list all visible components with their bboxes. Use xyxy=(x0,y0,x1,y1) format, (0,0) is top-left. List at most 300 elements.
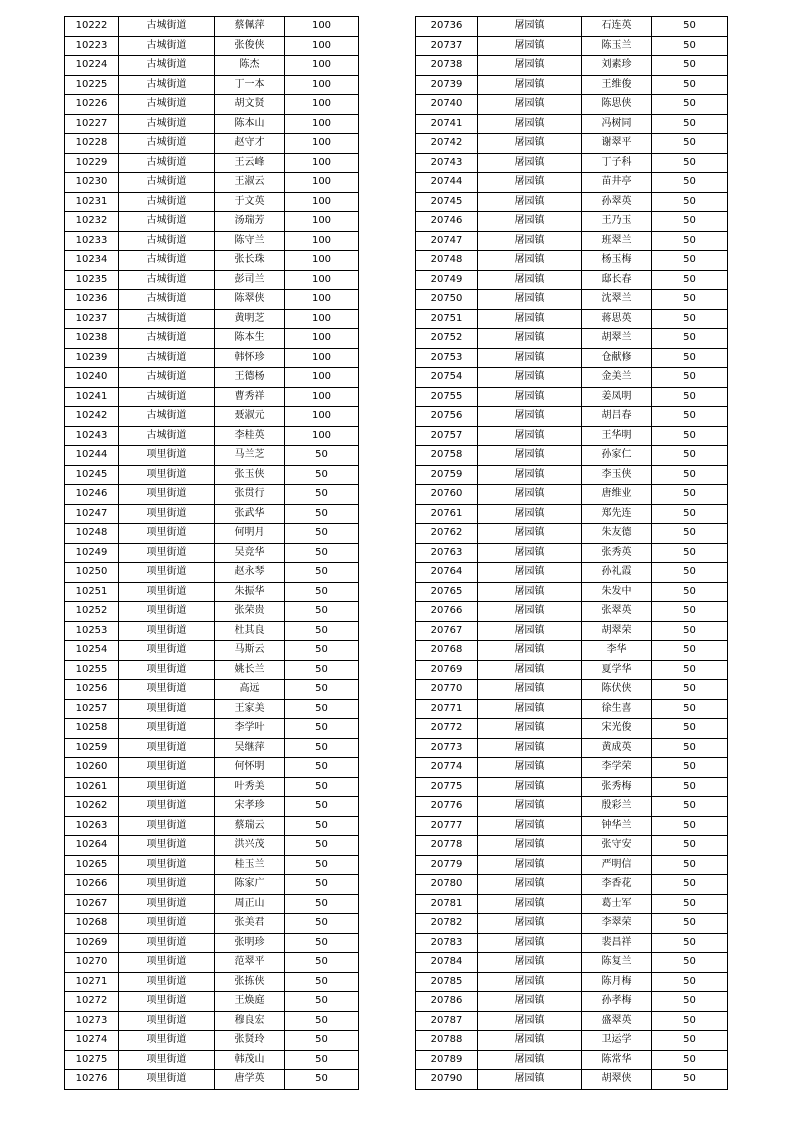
table-row xyxy=(65,894,359,914)
name-cell: 苗井亭 xyxy=(582,173,652,193)
id-cell: 20759 xyxy=(416,465,478,485)
name-cell: 孙孝梅 xyxy=(582,992,652,1012)
name-cell: 陈复兰 xyxy=(582,953,652,973)
id-cell: 10271 xyxy=(65,972,119,992)
table-row xyxy=(65,972,359,992)
table-row xyxy=(416,738,728,758)
name-cell: 张翠英 xyxy=(582,602,652,622)
table-row xyxy=(65,387,359,407)
id-cell: 10250 xyxy=(65,563,119,583)
id-cell: 20780 xyxy=(416,875,478,895)
district-cell: 项里街道 xyxy=(119,797,215,817)
amount-cell: 50 xyxy=(652,953,728,973)
name-cell: 高远 xyxy=(215,680,285,700)
district-cell: 古城街道 xyxy=(119,329,215,349)
id-cell: 10272 xyxy=(65,992,119,1012)
id-cell: 10266 xyxy=(65,875,119,895)
id-cell: 10265 xyxy=(65,855,119,875)
district-cell: 屠园镇 xyxy=(478,36,582,56)
amount-cell: 50 xyxy=(285,875,359,895)
amount-cell: 50 xyxy=(285,660,359,680)
amount-cell: 100 xyxy=(285,173,359,193)
amount-cell: 50 xyxy=(285,972,359,992)
name-cell: 张明珍 xyxy=(215,933,285,953)
id-cell: 20754 xyxy=(416,368,478,388)
id-cell: 20774 xyxy=(416,758,478,778)
district-cell: 项里街道 xyxy=(119,972,215,992)
name-cell: 冯树同 xyxy=(582,114,652,134)
name-cell: 张贤玲 xyxy=(215,1031,285,1051)
id-cell: 20756 xyxy=(416,407,478,427)
district-cell: 屠园镇 xyxy=(478,680,582,700)
id-cell: 10260 xyxy=(65,758,119,778)
table-row xyxy=(416,836,728,856)
table-row xyxy=(65,17,359,37)
amount-cell: 50 xyxy=(652,212,728,232)
district-cell: 屠园镇 xyxy=(478,485,582,505)
table-row xyxy=(65,758,359,778)
name-cell: 马斯云 xyxy=(215,641,285,661)
amount-cell: 50 xyxy=(652,348,728,368)
name-cell: 蔡佩萍 xyxy=(215,17,285,37)
amount-cell: 50 xyxy=(285,816,359,836)
amount-cell: 50 xyxy=(652,290,728,310)
table-row xyxy=(416,504,728,524)
id-cell: 20750 xyxy=(416,290,478,310)
name-cell: 宋光俊 xyxy=(582,719,652,739)
id-cell: 10270 xyxy=(65,953,119,973)
district-cell: 项里街道 xyxy=(119,1011,215,1031)
amount-cell: 50 xyxy=(652,251,728,271)
id-cell: 20762 xyxy=(416,524,478,544)
district-cell: 古城街道 xyxy=(119,426,215,446)
right-table-body xyxy=(416,17,728,1090)
table-row xyxy=(65,992,359,1012)
table-row xyxy=(416,56,728,76)
table-row xyxy=(416,95,728,115)
district-cell: 屠园镇 xyxy=(478,797,582,817)
id-cell: 20742 xyxy=(416,134,478,154)
table-row xyxy=(65,426,359,446)
amount-cell: 50 xyxy=(652,173,728,193)
district-cell: 屠园镇 xyxy=(478,660,582,680)
id-cell: 10224 xyxy=(65,56,119,76)
district-cell: 古城街道 xyxy=(119,75,215,95)
district-cell: 屠园镇 xyxy=(478,836,582,856)
name-cell: 于文英 xyxy=(215,192,285,212)
id-cell: 10275 xyxy=(65,1050,119,1070)
amount-cell: 50 xyxy=(652,621,728,641)
amount-cell: 100 xyxy=(285,251,359,271)
table-row xyxy=(65,36,359,56)
amount-cell: 50 xyxy=(285,719,359,739)
name-cell: 吴继萍 xyxy=(215,738,285,758)
table-row xyxy=(65,641,359,661)
name-cell: 陈翠侠 xyxy=(215,290,285,310)
name-cell: 胡翠兰 xyxy=(582,329,652,349)
name-cell: 丁子科 xyxy=(582,153,652,173)
amount-cell: 50 xyxy=(652,699,728,719)
id-cell: 20748 xyxy=(416,251,478,271)
district-cell: 项里街道 xyxy=(119,836,215,856)
id-cell: 10243 xyxy=(65,426,119,446)
amount-cell: 100 xyxy=(285,329,359,349)
id-cell: 20763 xyxy=(416,543,478,563)
name-cell: 宋孝珍 xyxy=(215,797,285,817)
district-cell: 屠园镇 xyxy=(478,875,582,895)
district-cell: 屠园镇 xyxy=(478,1011,582,1031)
name-cell: 李学荣 xyxy=(582,758,652,778)
id-cell: 10227 xyxy=(65,114,119,134)
amount-cell: 50 xyxy=(285,446,359,466)
name-cell: 李学叶 xyxy=(215,719,285,739)
table-row xyxy=(416,816,728,836)
id-cell: 10247 xyxy=(65,504,119,524)
name-cell: 叶秀美 xyxy=(215,777,285,797)
name-cell: 蒋思英 xyxy=(582,309,652,329)
amount-cell: 50 xyxy=(652,914,728,934)
district-cell: 项里街道 xyxy=(119,894,215,914)
name-cell: 陈伏侠 xyxy=(582,680,652,700)
district-cell: 屠园镇 xyxy=(478,602,582,622)
district-cell: 项里街道 xyxy=(119,1031,215,1051)
id-cell: 20786 xyxy=(416,992,478,1012)
id-cell: 20747 xyxy=(416,231,478,251)
table-row xyxy=(416,114,728,134)
district-cell: 屠园镇 xyxy=(478,855,582,875)
amount-cell: 50 xyxy=(652,446,728,466)
district-cell: 项里街道 xyxy=(119,914,215,934)
district-cell: 项里街道 xyxy=(119,504,215,524)
district-cell: 古城街道 xyxy=(119,114,215,134)
district-cell: 古城街道 xyxy=(119,387,215,407)
amount-cell: 50 xyxy=(652,465,728,485)
name-cell: 张秀梅 xyxy=(582,777,652,797)
amount-cell: 100 xyxy=(285,56,359,76)
name-cell: 胡翠荣 xyxy=(582,621,652,641)
id-cell: 10256 xyxy=(65,680,119,700)
name-cell: 聂淑元 xyxy=(215,407,285,427)
id-cell: 10274 xyxy=(65,1031,119,1051)
amount-cell: 50 xyxy=(652,933,728,953)
amount-cell: 100 xyxy=(285,75,359,95)
district-cell: 屠园镇 xyxy=(478,504,582,524)
amount-cell: 50 xyxy=(652,270,728,290)
name-cell: 卫运学 xyxy=(582,1031,652,1051)
name-cell: 陈杰 xyxy=(215,56,285,76)
amount-cell: 50 xyxy=(652,602,728,622)
table-row xyxy=(416,641,728,661)
district-cell: 屠园镇 xyxy=(478,192,582,212)
district-cell: 项里街道 xyxy=(119,641,215,661)
amount-cell: 50 xyxy=(652,758,728,778)
name-cell: 严明信 xyxy=(582,855,652,875)
amount-cell: 50 xyxy=(285,953,359,973)
amount-cell: 50 xyxy=(285,680,359,700)
id-cell: 10253 xyxy=(65,621,119,641)
id-cell: 20785 xyxy=(416,972,478,992)
name-cell: 姜凤明 xyxy=(582,387,652,407)
id-cell: 10264 xyxy=(65,836,119,856)
amount-cell: 50 xyxy=(285,602,359,622)
district-cell: 屠园镇 xyxy=(478,465,582,485)
district-cell: 项里街道 xyxy=(119,485,215,505)
amount-cell: 50 xyxy=(652,1070,728,1090)
id-cell: 20783 xyxy=(416,933,478,953)
id-cell: 20753 xyxy=(416,348,478,368)
district-cell: 项里街道 xyxy=(119,855,215,875)
district-cell: 屠园镇 xyxy=(478,212,582,232)
amount-cell: 50 xyxy=(652,582,728,602)
amount-cell: 50 xyxy=(652,134,728,154)
table-row xyxy=(65,270,359,290)
table-row xyxy=(416,368,728,388)
table-row xyxy=(65,524,359,544)
name-cell: 黄明芝 xyxy=(215,309,285,329)
district-cell: 项里街道 xyxy=(119,446,215,466)
district-cell: 古城街道 xyxy=(119,309,215,329)
district-cell: 项里街道 xyxy=(119,465,215,485)
id-cell: 10238 xyxy=(65,329,119,349)
table-row xyxy=(416,290,728,310)
name-cell: 何怀明 xyxy=(215,758,285,778)
district-cell: 屠园镇 xyxy=(478,173,582,193)
id-cell: 20782 xyxy=(416,914,478,934)
district-cell: 屠园镇 xyxy=(478,953,582,973)
table-row xyxy=(65,582,359,602)
amount-cell: 50 xyxy=(652,524,728,544)
table-row xyxy=(416,426,728,446)
district-cell: 屠园镇 xyxy=(478,407,582,427)
id-cell: 10261 xyxy=(65,777,119,797)
amount-cell: 50 xyxy=(652,1050,728,1070)
district-cell: 古城街道 xyxy=(119,270,215,290)
id-cell: 20741 xyxy=(416,114,478,134)
table-row xyxy=(416,1011,728,1031)
table-row xyxy=(65,114,359,134)
id-cell: 20751 xyxy=(416,309,478,329)
table-row xyxy=(65,348,359,368)
table-row xyxy=(416,972,728,992)
name-cell: 谢翠平 xyxy=(582,134,652,154)
district-cell: 屠园镇 xyxy=(478,231,582,251)
table-row xyxy=(65,933,359,953)
id-cell: 20749 xyxy=(416,270,478,290)
table-row xyxy=(416,777,728,797)
name-cell: 何明月 xyxy=(215,524,285,544)
district-cell: 古城街道 xyxy=(119,134,215,154)
table-row xyxy=(65,407,359,427)
table-row xyxy=(65,875,359,895)
left-table xyxy=(64,16,359,1090)
district-cell: 项里街道 xyxy=(119,543,215,563)
district-cell: 屠园镇 xyxy=(478,1050,582,1070)
id-cell: 20760 xyxy=(416,485,478,505)
district-cell: 古城街道 xyxy=(119,56,215,76)
district-cell: 屠园镇 xyxy=(478,309,582,329)
amount-cell: 100 xyxy=(285,426,359,446)
table-row xyxy=(416,933,728,953)
table-row xyxy=(65,660,359,680)
table-row xyxy=(65,192,359,212)
amount-cell: 50 xyxy=(652,485,728,505)
name-cell: 曹秀祥 xyxy=(215,387,285,407)
id-cell: 10273 xyxy=(65,1011,119,1031)
amount-cell: 50 xyxy=(285,524,359,544)
amount-cell: 50 xyxy=(285,485,359,505)
amount-cell: 50 xyxy=(285,777,359,797)
table-row xyxy=(65,329,359,349)
table-row xyxy=(416,875,728,895)
name-cell: 张俊侠 xyxy=(215,36,285,56)
id-cell: 20770 xyxy=(416,680,478,700)
district-cell: 屠园镇 xyxy=(478,1070,582,1090)
id-cell: 20768 xyxy=(416,641,478,661)
amount-cell: 50 xyxy=(652,17,728,37)
district-cell: 屠园镇 xyxy=(478,95,582,115)
name-cell: 马兰芝 xyxy=(215,446,285,466)
name-cell: 盛翠英 xyxy=(582,1011,652,1031)
district-cell: 屠园镇 xyxy=(478,972,582,992)
district-cell: 屠园镇 xyxy=(478,153,582,173)
id-cell: 10268 xyxy=(65,914,119,934)
amount-cell: 50 xyxy=(285,699,359,719)
district-cell: 屠园镇 xyxy=(478,914,582,934)
table-row xyxy=(65,231,359,251)
amount-cell: 100 xyxy=(285,134,359,154)
district-cell: 项里街道 xyxy=(119,582,215,602)
id-cell: 20787 xyxy=(416,1011,478,1031)
table-row xyxy=(416,407,728,427)
name-cell: 张长珠 xyxy=(215,251,285,271)
id-cell: 10244 xyxy=(65,446,119,466)
id-cell: 10235 xyxy=(65,270,119,290)
table-row xyxy=(65,602,359,622)
id-cell: 20771 xyxy=(416,699,478,719)
id-cell: 20777 xyxy=(416,816,478,836)
district-cell: 项里街道 xyxy=(119,699,215,719)
name-cell: 李华 xyxy=(582,641,652,661)
id-cell: 20789 xyxy=(416,1050,478,1070)
id-cell: 10223 xyxy=(65,36,119,56)
name-cell: 李香花 xyxy=(582,875,652,895)
id-cell: 20758 xyxy=(416,446,478,466)
id-cell: 10225 xyxy=(65,75,119,95)
table-row xyxy=(65,465,359,485)
amount-cell: 50 xyxy=(652,816,728,836)
name-cell: 朱发中 xyxy=(582,582,652,602)
left-table-body xyxy=(65,17,359,1090)
amount-cell: 50 xyxy=(285,1011,359,1031)
amount-cell: 50 xyxy=(652,660,728,680)
table-row xyxy=(65,504,359,524)
table-row xyxy=(65,251,359,271)
id-cell: 10242 xyxy=(65,407,119,427)
name-cell: 裴昌祥 xyxy=(582,933,652,953)
amount-cell: 50 xyxy=(285,641,359,661)
amount-cell: 50 xyxy=(285,621,359,641)
table-row xyxy=(65,95,359,115)
amount-cell: 50 xyxy=(285,1050,359,1070)
amount-cell: 50 xyxy=(652,56,728,76)
table-row xyxy=(416,75,728,95)
district-cell: 项里街道 xyxy=(119,602,215,622)
district-cell: 屠园镇 xyxy=(478,699,582,719)
name-cell: 姚长兰 xyxy=(215,660,285,680)
district-cell: 项里街道 xyxy=(119,875,215,895)
table-row xyxy=(65,368,359,388)
amount-cell: 100 xyxy=(285,231,359,251)
table-row xyxy=(65,680,359,700)
amount-cell: 100 xyxy=(285,36,359,56)
name-cell: 王云峰 xyxy=(215,153,285,173)
name-cell: 彭司兰 xyxy=(215,270,285,290)
district-cell: 项里街道 xyxy=(119,758,215,778)
id-cell: 20746 xyxy=(416,212,478,232)
id-cell: 10245 xyxy=(65,465,119,485)
amount-cell: 50 xyxy=(652,75,728,95)
district-cell: 屠园镇 xyxy=(478,719,582,739)
amount-cell: 50 xyxy=(652,972,728,992)
name-cell: 陈家广 xyxy=(215,875,285,895)
name-cell: 李翠荣 xyxy=(582,914,652,934)
name-cell: 张荣贵 xyxy=(215,602,285,622)
district-cell: 屠园镇 xyxy=(478,582,582,602)
district-cell: 屠园镇 xyxy=(478,17,582,37)
id-cell: 20781 xyxy=(416,894,478,914)
id-cell: 10263 xyxy=(65,816,119,836)
amount-cell: 50 xyxy=(652,36,728,56)
amount-cell: 50 xyxy=(652,114,728,134)
name-cell: 张美君 xyxy=(215,914,285,934)
district-cell: 项里街道 xyxy=(119,933,215,953)
table-row xyxy=(416,680,728,700)
amount-cell: 50 xyxy=(652,855,728,875)
table-row xyxy=(416,582,728,602)
amount-cell: 50 xyxy=(652,153,728,173)
name-cell: 陈常华 xyxy=(582,1050,652,1070)
amount-cell: 50 xyxy=(652,641,728,661)
name-cell: 吴竞华 xyxy=(215,543,285,563)
table-row xyxy=(416,173,728,193)
table-row xyxy=(65,212,359,232)
district-cell: 屠园镇 xyxy=(478,56,582,76)
id-cell: 20776 xyxy=(416,797,478,817)
district-cell: 屠园镇 xyxy=(478,114,582,134)
district-cell: 屠园镇 xyxy=(478,348,582,368)
table-row xyxy=(65,290,359,310)
id-cell: 10233 xyxy=(65,231,119,251)
district-cell: 项里街道 xyxy=(119,563,215,583)
id-cell: 10269 xyxy=(65,933,119,953)
table-row xyxy=(65,836,359,856)
amount-cell: 50 xyxy=(652,1031,728,1051)
district-cell: 古城街道 xyxy=(119,212,215,232)
district-cell: 古城街道 xyxy=(119,17,215,37)
district-cell: 项里街道 xyxy=(119,524,215,544)
name-cell: 张守安 xyxy=(582,836,652,856)
name-cell: 朱振华 xyxy=(215,582,285,602)
district-cell: 屠园镇 xyxy=(478,75,582,95)
amount-cell: 50 xyxy=(652,563,728,583)
district-cell: 古城街道 xyxy=(119,407,215,427)
district-cell: 项里街道 xyxy=(119,719,215,739)
name-cell: 王淑云 xyxy=(215,173,285,193)
name-cell: 穆良宏 xyxy=(215,1011,285,1031)
table-row xyxy=(416,270,728,290)
district-cell: 屠园镇 xyxy=(478,992,582,1012)
id-cell: 20739 xyxy=(416,75,478,95)
